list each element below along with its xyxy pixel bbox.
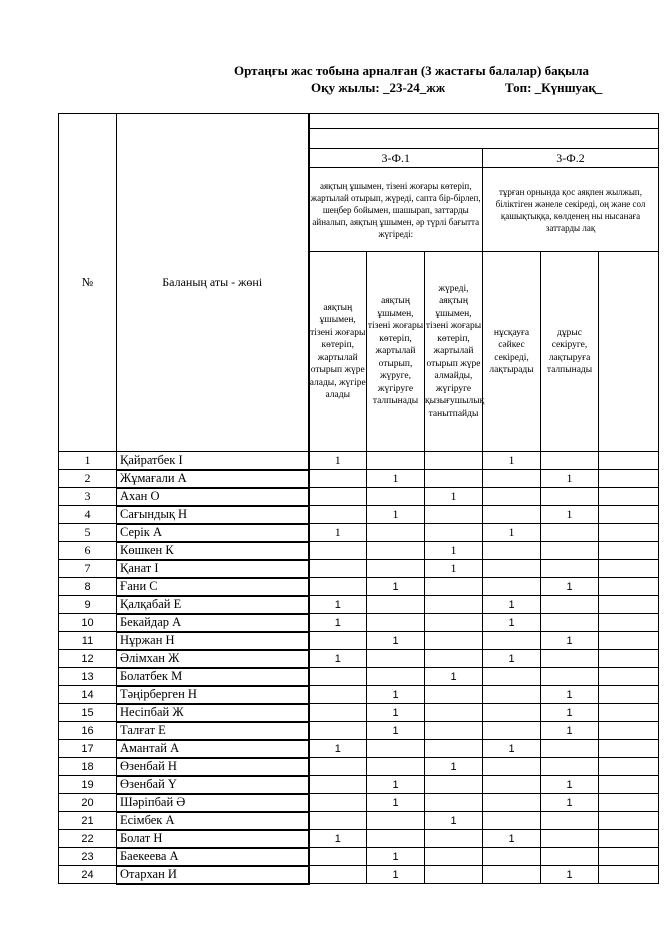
table-row [59, 524, 659, 542]
mark-cell: 1 [425, 668, 483, 686]
mark-cell [367, 758, 425, 776]
table-row [59, 758, 659, 776]
page-title: Ортаңғы жас тобына арналған (3 жастағы балалар) бақыла [234, 63, 590, 78]
mark-cell [309, 812, 367, 830]
mark-cell [309, 488, 367, 506]
mark-cell [309, 722, 367, 740]
mark-cell [309, 470, 367, 488]
table-row [59, 578, 659, 596]
mark-cell: 1 [483, 596, 541, 614]
header-blank-1 [309, 114, 659, 129]
mark-cell [309, 776, 367, 794]
mark-cell [599, 740, 659, 758]
mark-cell [367, 560, 425, 578]
mark-cell: 1 [541, 866, 599, 884]
mark-cell [599, 614, 659, 632]
row-number: 13 [59, 668, 117, 686]
row-number: 11 [59, 632, 117, 650]
mark-cell [425, 452, 483, 470]
mark-cell [425, 740, 483, 758]
child-name: Несіпбай Ж [117, 704, 309, 722]
mark-cell [541, 848, 599, 866]
mark-cell [425, 650, 483, 668]
mark-cell [309, 866, 367, 884]
mark-cell [599, 578, 659, 596]
mark-cell [483, 758, 541, 776]
mark-cell: 1 [367, 866, 425, 884]
mark-cell: 1 [541, 722, 599, 740]
mark-cell: 1 [309, 830, 367, 848]
mark-cell [425, 596, 483, 614]
col-name-header: Баланың аты - жөні [117, 114, 309, 452]
group-code-1: 3-Ф.1 [309, 149, 483, 168]
mark-cell [309, 668, 367, 686]
mark-cell: 1 [483, 452, 541, 470]
mark-cell: 1 [541, 470, 599, 488]
mark-cell [599, 560, 659, 578]
group-caption-1: аяқтың ұшымен, тізені жоғары көтеріп, жартылай отырып, жүреді, сапта бір-бірлеп, шеңбер бойымен, шашырап, заттарды айналып, аяқтың ұшымен, әр түрлі бағытта жүгіреді: [309, 168, 483, 252]
group-code-2: 3-Ф.2 [483, 149, 659, 168]
mark-cell [541, 614, 599, 632]
mark-cell [425, 470, 483, 488]
child-name: Қалқабай Е [117, 596, 309, 614]
table-row [59, 542, 659, 560]
mark-cell [425, 704, 483, 722]
table-row [59, 614, 659, 632]
mark-cell [367, 488, 425, 506]
mark-cell: 1 [425, 542, 483, 560]
child-name: Нұржан Н [117, 632, 309, 650]
mark-cell [483, 794, 541, 812]
mark-cell [309, 632, 367, 650]
mark-cell [599, 524, 659, 542]
row-number: 14 [59, 686, 117, 704]
mark-cell [541, 560, 599, 578]
mark-cell [599, 776, 659, 794]
child-name: Серік А [117, 524, 309, 542]
mark-cell [483, 542, 541, 560]
table-row [59, 650, 659, 668]
mark-cell [541, 524, 599, 542]
row-number: 9 [59, 596, 117, 614]
mark-cell [425, 794, 483, 812]
mark-cell: 1 [309, 524, 367, 542]
table-row [59, 470, 659, 488]
row-number: 6 [59, 542, 117, 560]
child-name: Бекайдар А [117, 614, 309, 632]
mark-cell: 1 [541, 632, 599, 650]
child-name: Ахан О [117, 488, 309, 506]
child-name: Қанат І [117, 560, 309, 578]
mark-cell: 1 [309, 452, 367, 470]
mark-cell: 1 [541, 506, 599, 524]
mark-cell: 1 [367, 506, 425, 524]
mark-cell [425, 632, 483, 650]
row-number: 1 [59, 452, 117, 470]
mark-cell: 1 [425, 812, 483, 830]
child-name: Әлімхан Ж [117, 650, 309, 668]
mark-cell [483, 488, 541, 506]
observation-table [58, 113, 659, 885]
mark-cell [425, 578, 483, 596]
mark-cell [309, 560, 367, 578]
mark-cell [483, 686, 541, 704]
mark-cell [599, 722, 659, 740]
table-row [59, 776, 659, 794]
mark-cell [599, 488, 659, 506]
mark-cell: 1 [425, 758, 483, 776]
row-number: 16 [59, 722, 117, 740]
table-row [59, 560, 659, 578]
table-row [59, 830, 659, 848]
mark-cell: 1 [367, 776, 425, 794]
mark-cell [541, 758, 599, 776]
mark-cell: 1 [483, 740, 541, 758]
row-number: 3 [59, 488, 117, 506]
mark-cell [483, 668, 541, 686]
header-blank-2 [309, 129, 659, 149]
child-name: Ғани С [117, 578, 309, 596]
mark-cell [483, 848, 541, 866]
mark-cell [599, 812, 659, 830]
table-row [59, 632, 659, 650]
mark-cell [309, 578, 367, 596]
mark-cell [309, 794, 367, 812]
mark-cell: 1 [483, 830, 541, 848]
row-number: 4 [59, 506, 117, 524]
table-row [59, 722, 659, 740]
row-number: 24 [59, 866, 117, 884]
mark-cell [541, 596, 599, 614]
mark-cell: 1 [367, 632, 425, 650]
mark-cell: 1 [541, 704, 599, 722]
row-number: 22 [59, 830, 117, 848]
mark-cell [367, 812, 425, 830]
criterion-5: дұрыс секіруге, лақтыруға талпынады [541, 252, 599, 452]
mark-cell [425, 776, 483, 794]
mark-cell [483, 632, 541, 650]
child-name: Болатбек М [117, 668, 309, 686]
child-name: Өзенбай Ү [117, 776, 309, 794]
mark-cell [541, 830, 599, 848]
child-name: Тәңірберген Н [117, 686, 309, 704]
mark-cell: 1 [367, 470, 425, 488]
mark-cell [599, 830, 659, 848]
child-name: Болат Н [117, 830, 309, 848]
mark-cell: 1 [309, 614, 367, 632]
mark-cell [541, 650, 599, 668]
mark-cell [425, 686, 483, 704]
mark-cell: 1 [367, 686, 425, 704]
mark-cell [483, 560, 541, 578]
child-name: Талғат Е [117, 722, 309, 740]
child-name: Отархан И [117, 866, 309, 884]
table-row [59, 848, 659, 866]
child-name: Көшкен К [117, 542, 309, 560]
mark-cell [367, 596, 425, 614]
mark-cell [599, 758, 659, 776]
row-number: 18 [59, 758, 117, 776]
mark-cell [309, 848, 367, 866]
mark-cell [541, 812, 599, 830]
mark-cell [309, 686, 367, 704]
mark-cell: 1 [483, 650, 541, 668]
mark-cell [367, 614, 425, 632]
table-row [59, 668, 659, 686]
mark-cell: 1 [483, 524, 541, 542]
row-number: 7 [59, 560, 117, 578]
mark-cell: 1 [367, 704, 425, 722]
mark-cell [483, 776, 541, 794]
table-row [59, 452, 659, 470]
mark-cell [425, 722, 483, 740]
mark-cell [483, 722, 541, 740]
mark-cell: 1 [425, 488, 483, 506]
mark-cell: 1 [541, 794, 599, 812]
mark-cell [367, 668, 425, 686]
child-name: Жұмағали А [117, 470, 309, 488]
mark-cell [599, 866, 659, 884]
child-name: Шәріпбай Ә [117, 794, 309, 812]
mark-cell [367, 830, 425, 848]
mark-cell: 1 [309, 650, 367, 668]
mark-cell [309, 758, 367, 776]
table-row [59, 866, 659, 884]
mark-cell [599, 686, 659, 704]
mark-cell [599, 650, 659, 668]
mark-cell [483, 506, 541, 524]
mark-cell [367, 650, 425, 668]
group-label: Топ: _Күншуақ_ [505, 80, 603, 95]
mark-cell [367, 740, 425, 758]
mark-cell [599, 794, 659, 812]
mark-cell: 1 [309, 740, 367, 758]
child-name: Есімбек А [117, 812, 309, 830]
mark-cell [483, 470, 541, 488]
mark-cell [425, 848, 483, 866]
mark-cell [599, 848, 659, 866]
row-number: 23 [59, 848, 117, 866]
mark-cell: 1 [367, 722, 425, 740]
criterion-3: жүреді, аяқтың ұшымен, тізені жоғары көтеріп, жартылай отырып жүре алмайды, жүгіруге қызығушылық танытпайды [425, 252, 483, 452]
mark-cell [309, 542, 367, 560]
mark-cell [425, 506, 483, 524]
criterion-1: аяқтың ұшымен, тізені жоғары көтеріп, жартылай отырып жүре алады, жүгіре алады [309, 252, 367, 452]
mark-cell [483, 812, 541, 830]
row-number: 15 [59, 704, 117, 722]
table-row [59, 740, 659, 758]
mark-cell [367, 452, 425, 470]
table-row [59, 704, 659, 722]
mark-cell [541, 740, 599, 758]
table-row [59, 812, 659, 830]
mark-cell [483, 704, 541, 722]
mark-cell [599, 506, 659, 524]
row-number: 8 [59, 578, 117, 596]
criterion-4: нұсқауға сәйкес секіреді, лақтырады [483, 252, 541, 452]
group-caption-2: тұрған орнында қос аяқпен жылжып, біліктіген жәнеле секіреді, оң және сол қашықтыққа, көлденең ны нысанаға заттарды лақ [483, 168, 659, 252]
row-number: 20 [59, 794, 117, 812]
mark-cell [599, 704, 659, 722]
mark-cell [541, 668, 599, 686]
row-number: 21 [59, 812, 117, 830]
mark-cell [599, 470, 659, 488]
mark-cell [599, 542, 659, 560]
table-row [59, 794, 659, 812]
mark-cell: 1 [483, 614, 541, 632]
mark-cell: 1 [425, 560, 483, 578]
mark-cell [425, 830, 483, 848]
mark-cell [367, 524, 425, 542]
mark-cell [425, 866, 483, 884]
mark-cell [599, 596, 659, 614]
mark-cell: 1 [541, 578, 599, 596]
child-name: Баекеева А [117, 848, 309, 866]
mark-cell: 1 [367, 578, 425, 596]
table-row [59, 596, 659, 614]
mark-cell [309, 704, 367, 722]
child-name: Сағындық Н [117, 506, 309, 524]
mark-cell: 1 [541, 776, 599, 794]
col-number-header: № [59, 114, 117, 452]
criterion-2: аяқтың ұшымен, тізені жоғары көтеріп, жартылай отырып, жүруге, жүгіруге талпынады [367, 252, 425, 452]
row-number: 19 [59, 776, 117, 794]
child-name: Амантай А [117, 740, 309, 758]
child-name: Өзенбай Н [117, 758, 309, 776]
mark-cell: 1 [541, 686, 599, 704]
mark-cell [425, 614, 483, 632]
mark-cell [541, 488, 599, 506]
row-number: 5 [59, 524, 117, 542]
mark-cell [425, 524, 483, 542]
child-name: Қайратбек І [117, 452, 309, 470]
table-row [59, 506, 659, 524]
mark-cell: 1 [367, 794, 425, 812]
mark-cell [483, 866, 541, 884]
mark-cell [541, 452, 599, 470]
mark-cell: 1 [367, 848, 425, 866]
mark-cell [483, 578, 541, 596]
criterion-6 [599, 252, 659, 452]
table-row [59, 488, 659, 506]
mark-cell [599, 452, 659, 470]
row-number: 10 [59, 614, 117, 632]
mark-cell [541, 542, 599, 560]
school-year-label: Оқу жылы: _23-24_жж [311, 80, 446, 95]
mark-cell [599, 632, 659, 650]
mark-cell [367, 542, 425, 560]
row-number: 12 [59, 650, 117, 668]
mark-cell [599, 668, 659, 686]
mark-cell: 1 [309, 596, 367, 614]
mark-cell [309, 506, 367, 524]
row-number: 17 [59, 740, 117, 758]
row-number: 2 [59, 470, 117, 488]
table-row [59, 686, 659, 704]
